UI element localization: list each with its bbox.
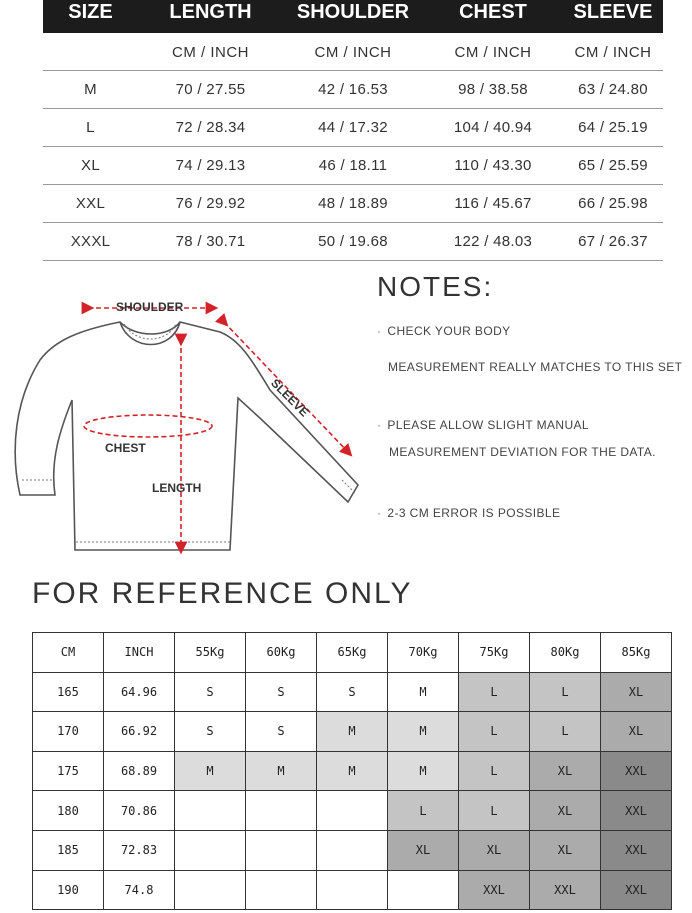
size-cell: S xyxy=(246,712,317,752)
sleeve-cell: 67 / 26.37 xyxy=(578,233,648,250)
table-row xyxy=(33,830,672,870)
unit-size xyxy=(43,33,138,70)
header-weight: 65Kg xyxy=(317,633,388,673)
note-text: PLEASE ALLOW SLIGHT MANUAL xyxy=(387,418,589,432)
table-row xyxy=(33,870,672,910)
unit-shoulder: CM / INCH xyxy=(314,44,392,61)
size-cell xyxy=(175,870,246,910)
table-row xyxy=(43,147,663,185)
cm-cell: 175 xyxy=(33,751,104,791)
table-row xyxy=(33,751,672,791)
size-cell: L xyxy=(459,791,530,831)
size-cell: M xyxy=(175,751,246,791)
header-shoulder: SHOULDER xyxy=(296,1,410,23)
size-cell: XXL xyxy=(459,870,530,910)
label-sleeve: SLEEVE xyxy=(268,376,312,420)
length-cell: 78 / 30.71 xyxy=(175,233,246,250)
size-cell: XL xyxy=(81,157,100,174)
header-weight: 70Kg xyxy=(388,633,459,673)
shirt-outline-icon xyxy=(0,280,375,570)
shoulder-cell: 42 / 16.53 xyxy=(318,81,388,98)
size-cell: M xyxy=(388,751,459,791)
unit-chest: CM / INCH xyxy=(454,44,532,61)
bullet-icon: · xyxy=(377,506,382,520)
measurement-diagram xyxy=(0,280,375,570)
notes-title: NOTES: xyxy=(377,271,494,302)
shoulder-cell: 48 / 18.89 xyxy=(318,195,388,212)
table-row xyxy=(33,791,672,831)
sleeve-cell: 64 / 25.19 xyxy=(578,119,648,136)
shoulder-cell: 50 / 19.68 xyxy=(318,233,388,250)
size-cell: XXL xyxy=(601,791,672,831)
cm-cell: 190 xyxy=(33,870,104,910)
chest-cell: 98 / 38.58 xyxy=(458,81,528,98)
size-cell xyxy=(246,870,317,910)
size-cell xyxy=(175,830,246,870)
chest-cell: 110 / 43.30 xyxy=(454,157,532,174)
sleeve-cell: 63 / 24.80 xyxy=(578,81,648,98)
inch-cell: 70.86 xyxy=(104,791,175,831)
size-cell: S xyxy=(175,712,246,752)
cm-cell: 185 xyxy=(33,830,104,870)
size-cell: XL xyxy=(530,751,601,791)
size-cell: L xyxy=(530,672,601,712)
size-cell: L xyxy=(459,751,530,791)
cm-cell: 165 xyxy=(33,672,104,712)
size-cell xyxy=(317,870,388,910)
inch-cell: 66.92 xyxy=(104,712,175,752)
size-cell: S xyxy=(317,672,388,712)
size-cell: XL xyxy=(601,712,672,752)
inch-cell: 72.83 xyxy=(104,830,175,870)
table-row xyxy=(43,109,663,147)
chest-cell: 116 / 45.67 xyxy=(454,195,532,212)
table-row xyxy=(43,223,663,261)
size-cell: XL xyxy=(601,672,672,712)
shoulder-cell: 44 / 17.32 xyxy=(318,119,388,136)
header-weight: 60Kg xyxy=(246,633,317,673)
sleeve-cell: 65 / 25.59 xyxy=(578,157,648,174)
size-cell: M xyxy=(84,81,97,98)
size-cell xyxy=(317,830,388,870)
note-item xyxy=(377,506,560,520)
note-item xyxy=(388,360,682,374)
inch-cell: 68.89 xyxy=(104,751,175,791)
size-chart-header xyxy=(43,0,663,33)
table-row xyxy=(33,672,672,712)
chest-cell: 104 / 40.94 xyxy=(453,119,533,136)
shoulder-cell: 46 / 18.11 xyxy=(318,157,388,174)
header-sleeve: SLEEVE xyxy=(573,1,653,23)
size-cell: L xyxy=(459,672,530,712)
header-weight: 75Kg xyxy=(459,633,530,673)
size-cell: M xyxy=(246,751,317,791)
size-cell: XXXL xyxy=(70,233,111,250)
size-cell xyxy=(175,791,246,831)
size-cell xyxy=(388,870,459,910)
size-cell: S xyxy=(246,672,317,712)
size-cell: L xyxy=(388,791,459,831)
table-header-row xyxy=(33,633,672,673)
size-cell: S xyxy=(175,672,246,712)
label-length: LENGTH xyxy=(152,481,202,495)
label-chest: CHEST xyxy=(105,441,146,455)
units-row xyxy=(43,33,663,71)
table-row xyxy=(43,185,663,223)
reference-title: FOR REFERENCE ONLY xyxy=(32,577,413,610)
note-item xyxy=(389,445,656,459)
header-chest: CHEST xyxy=(459,1,527,23)
cm-cell: 180 xyxy=(33,791,104,831)
size-cell xyxy=(246,830,317,870)
note-text: MEASUREMENT REALLY MATCHES TO THIS SET xyxy=(388,360,683,374)
unit-sleeve: CM / INCH xyxy=(574,44,652,61)
label-shoulder: SHOULDER xyxy=(116,300,184,314)
size-cell: XL xyxy=(530,791,601,831)
bullet-icon: · xyxy=(377,324,382,338)
size-cell: L xyxy=(86,119,95,136)
header-size: SIZE xyxy=(68,1,113,23)
size-cell xyxy=(246,791,317,831)
sleeve-cell: 66 / 25.98 xyxy=(578,195,648,212)
header-weight: 55Kg xyxy=(175,633,246,673)
table-row xyxy=(33,712,672,752)
size-cell: XXL xyxy=(601,751,672,791)
size-cell: M xyxy=(388,712,459,752)
note-item xyxy=(377,324,511,338)
size-cell: L xyxy=(530,712,601,752)
note-text: CHECK YOUR BODY xyxy=(387,324,511,338)
length-cell: 72 / 28.34 xyxy=(175,119,246,136)
note-item xyxy=(377,418,589,432)
size-cell: L xyxy=(459,712,530,752)
size-cell: XL xyxy=(530,830,601,870)
note-text: 2-3 CM ERROR IS POSSIBLE xyxy=(387,506,561,520)
chest-cell: 122 / 48.03 xyxy=(453,233,533,250)
header-weight: 85Kg xyxy=(601,633,672,673)
header-weight: 80Kg xyxy=(530,633,601,673)
header-inch: INCH xyxy=(104,633,175,673)
size-cell: XXL xyxy=(75,195,106,212)
size-cell xyxy=(317,791,388,831)
size-cell: M xyxy=(388,672,459,712)
inch-cell: 64.96 xyxy=(104,672,175,712)
size-chart-table xyxy=(43,0,663,261)
size-cell: XXL xyxy=(530,870,601,910)
header-length: LENGTH xyxy=(169,1,252,23)
length-cell: 74 / 29.13 xyxy=(175,157,246,174)
size-cell: XXL xyxy=(601,830,672,870)
size-cell: XXL xyxy=(601,870,672,910)
size-cell: M xyxy=(317,751,388,791)
header-cm: CM xyxy=(33,633,104,673)
unit-length: CM / INCH xyxy=(172,44,249,61)
bullet-icon: · xyxy=(377,418,382,432)
note-text: MEASUREMENT DEVIATION FOR THE DATA. xyxy=(389,445,656,459)
cm-cell: 170 xyxy=(33,712,104,752)
reference-table xyxy=(32,632,672,910)
size-cell: XL xyxy=(459,830,530,870)
inch-cell: 74.8 xyxy=(104,870,175,910)
size-cell: XL xyxy=(388,830,459,870)
length-cell: 76 / 29.92 xyxy=(175,195,246,212)
size-cell: M xyxy=(317,712,388,752)
length-cell: 70 / 27.55 xyxy=(175,81,246,98)
table-row xyxy=(43,71,663,109)
